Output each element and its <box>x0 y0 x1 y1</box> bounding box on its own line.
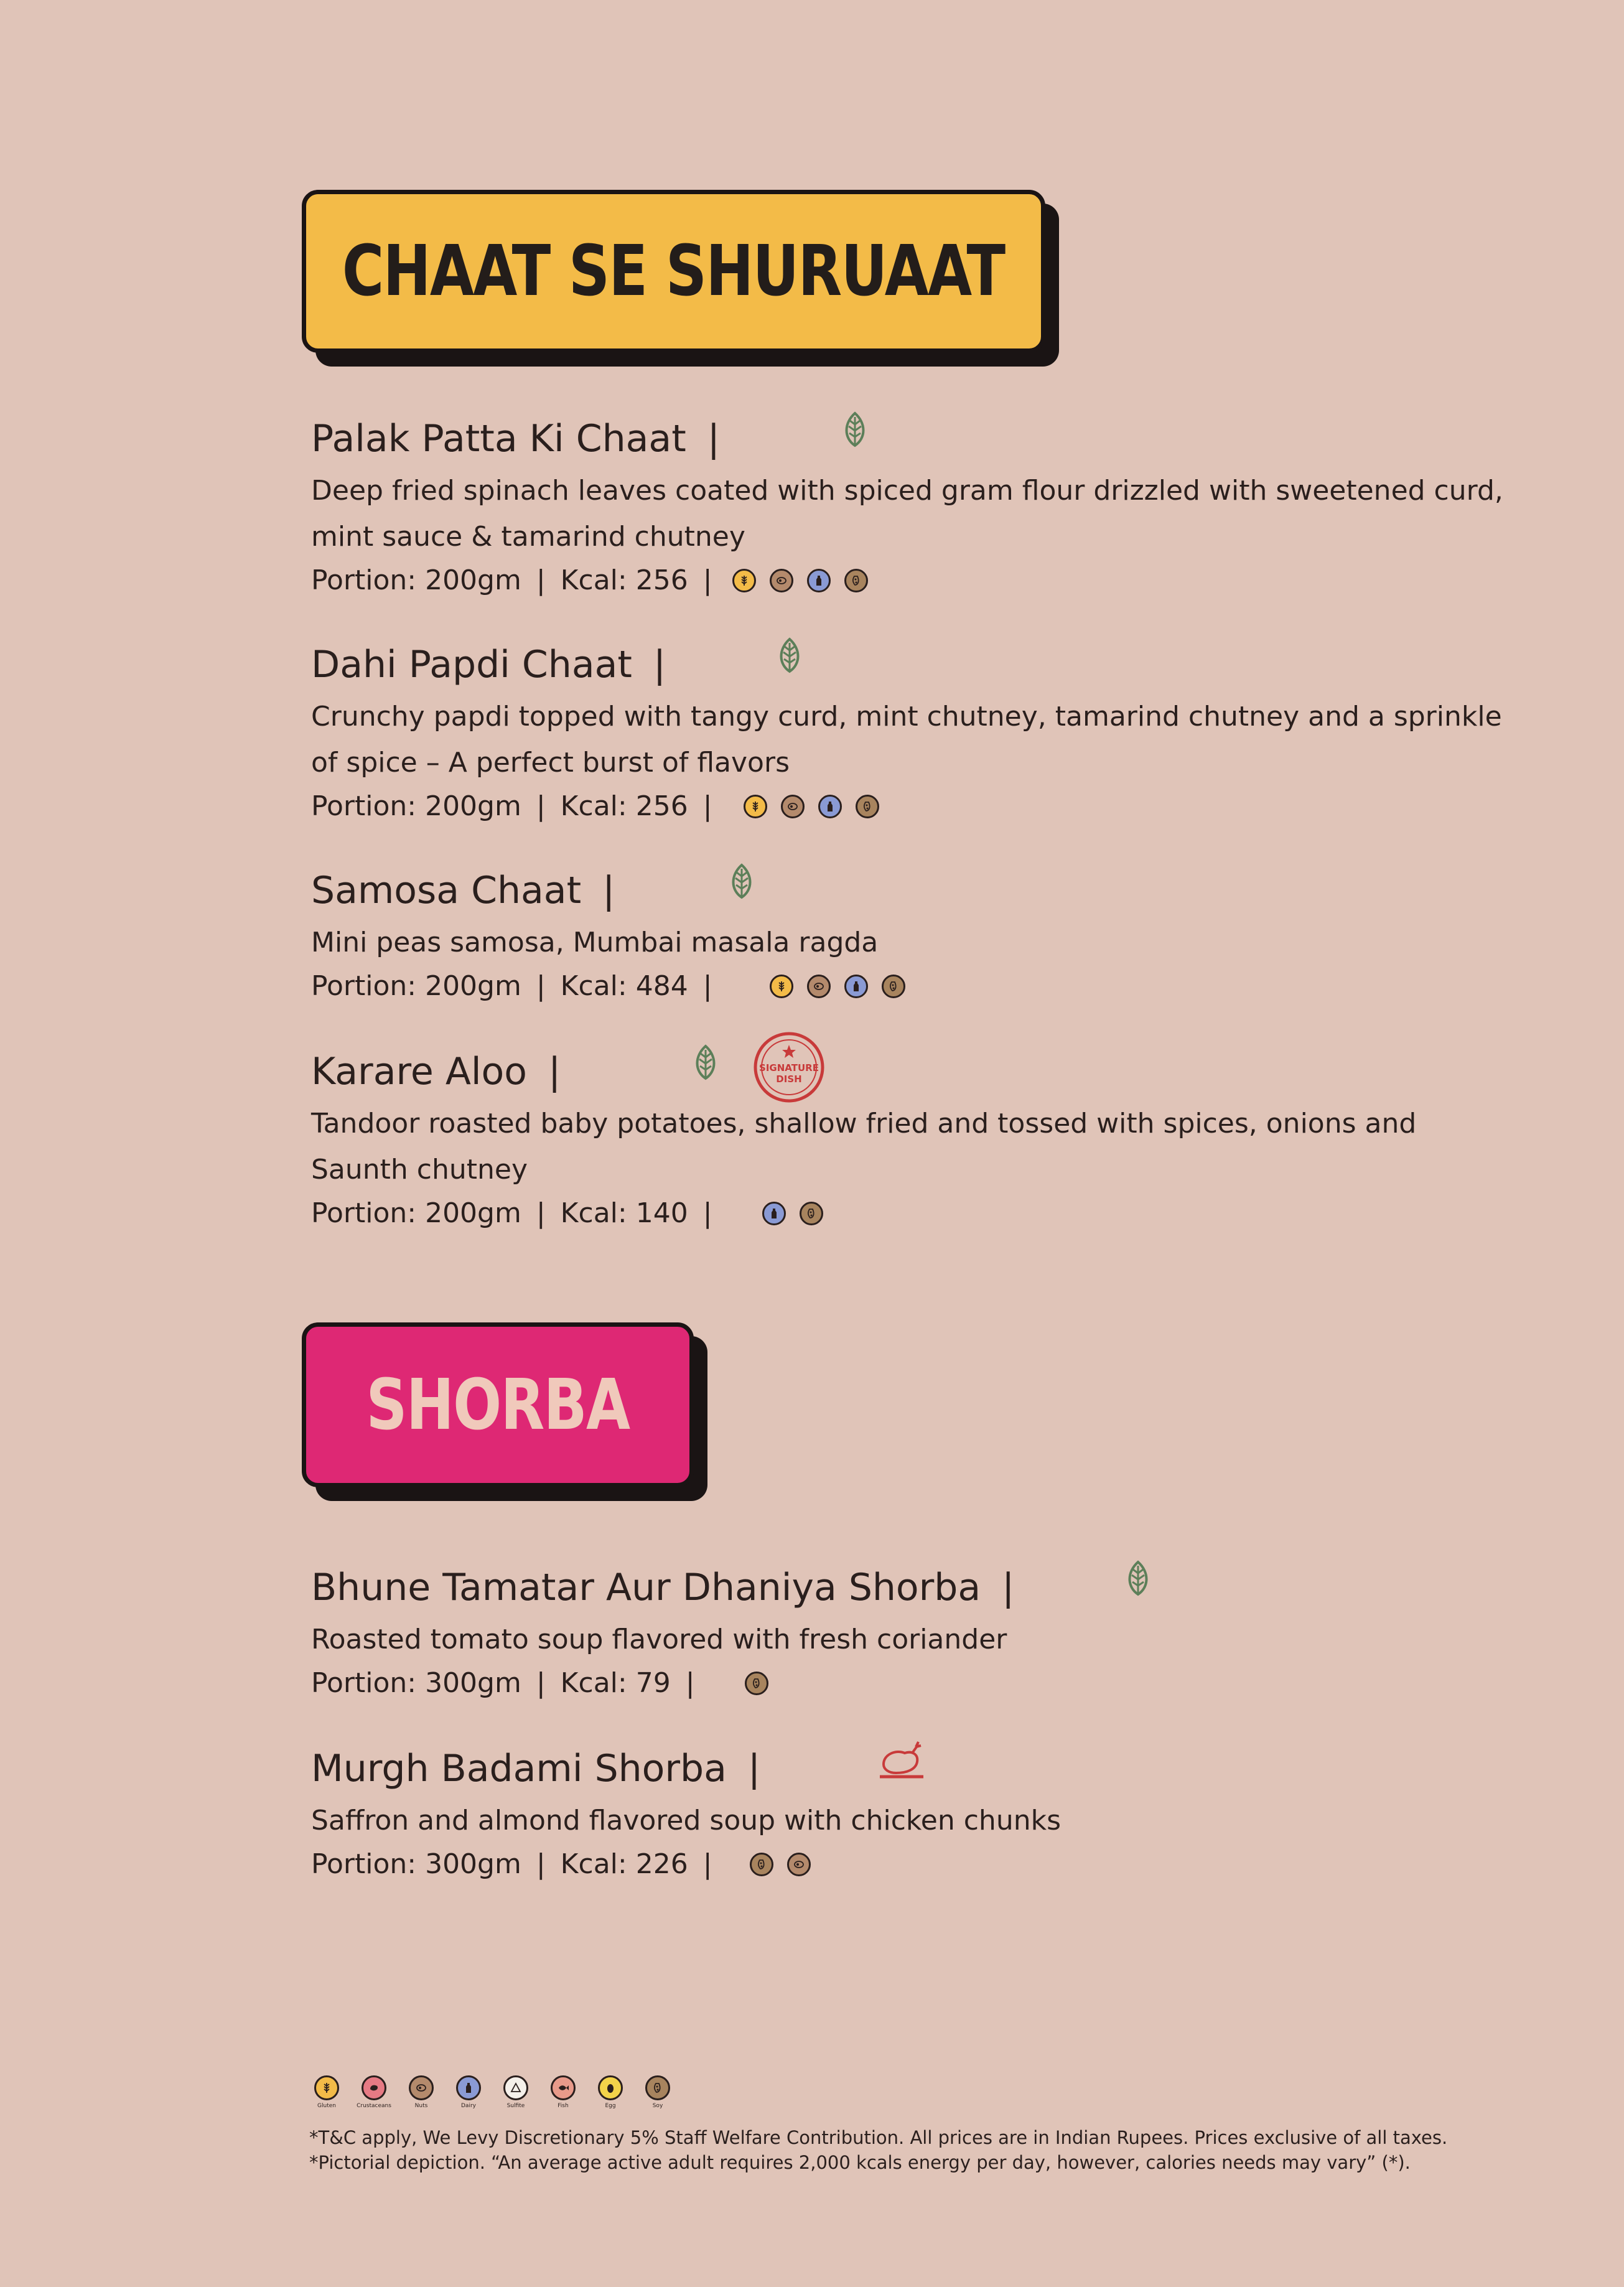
item-description: Saunth chutney <box>311 1154 528 1186</box>
meta-separator: | <box>536 564 546 596</box>
item-name: Murgh Badami Shorba <box>311 1747 727 1790</box>
kcal: Kcal: 140 <box>560 1197 688 1229</box>
meta-separator: | <box>702 1848 712 1880</box>
kcal: Kcal: 256 <box>560 564 688 596</box>
meta-separator: | <box>702 790 712 822</box>
portion: Portion: 200gm <box>311 790 521 822</box>
dairy-icon <box>844 975 868 998</box>
item-meta <box>311 1843 1524 1886</box>
gluten-icon <box>732 569 756 592</box>
allergen-list <box>750 1853 811 1876</box>
item-description: Tandoor roasted baby potatoes, shallow fried and tossed with spices, onions and <box>311 1108 1417 1139</box>
soy-icon <box>800 1202 823 1225</box>
veg-leaf-icon <box>1123 1560 1153 1601</box>
meta-separator: | <box>702 970 712 1002</box>
item-meta <box>311 1662 1524 1705</box>
kcal: Kcal: 256 <box>560 790 688 822</box>
portion: Portion: 200gm <box>311 970 521 1002</box>
kcal: Kcal: 226 <box>560 1848 688 1880</box>
veg-leaf-icon <box>775 637 805 678</box>
menu-item <box>311 411 1524 602</box>
nuts-icon <box>787 1853 811 1876</box>
gluten-icon <box>744 795 767 818</box>
dairy-icon <box>762 1202 786 1225</box>
legend-item-egg: Egg <box>595 2075 626 2109</box>
veg-leaf-icon <box>727 863 757 904</box>
allergen-legend <box>311 2075 673 2109</box>
portion: Portion: 200gm <box>311 1197 521 1229</box>
nuts-icon <box>807 975 831 998</box>
portion: Portion: 300gm <box>311 1667 521 1699</box>
item-description: Crunchy papdi topped with tangy curd, mint chutney, tamarind chutney and a sprinkle <box>311 701 1502 732</box>
soy-icon <box>750 1853 773 1876</box>
kcal: Kcal: 484 <box>560 970 688 1002</box>
menu-item <box>311 1044 1524 1235</box>
item-description: Saffron and almond flavored soup with chicken chunks <box>311 1805 1061 1836</box>
sulfite-icon <box>503 2075 528 2100</box>
meta-separator: | <box>702 564 712 596</box>
legend-item-crustaceans: Crustaceans <box>358 2075 390 2109</box>
item-description: of spice – A perfect burst of flavors <box>311 747 790 779</box>
legend-item-nuts: Nuts <box>406 2075 437 2109</box>
dairy-icon <box>807 569 831 592</box>
meta-separator: | <box>536 1848 546 1880</box>
kcal: Kcal: 79 <box>560 1667 671 1699</box>
egg-icon <box>598 2075 623 2100</box>
allergen-list <box>745 1672 768 1695</box>
menu-item <box>311 1560 1524 1705</box>
menu-item <box>311 1741 1524 1886</box>
chicken-icon <box>877 1741 926 1787</box>
item-name: Karare Aloo <box>311 1050 527 1093</box>
soy-icon <box>856 795 879 818</box>
gluten-icon <box>314 2075 339 2100</box>
meta-separator: | <box>536 790 546 822</box>
title-separator: | <box>1002 1566 1015 1609</box>
item-description: mint sauce & tamarind chutney <box>311 521 745 553</box>
section-header-chaat <box>302 190 1045 353</box>
title-separator: | <box>707 417 720 461</box>
title-separator: | <box>602 869 615 912</box>
meta-separator: | <box>536 970 546 1002</box>
section-title: CHAAT SE SHURUAAT <box>342 231 1005 312</box>
legend-item-fish: Fish <box>548 2075 579 2109</box>
title-separator: | <box>747 1747 761 1790</box>
footnote-pictorial: *Pictorial depiction. “An average active adult requires 2,000 kcals energy per day, however, calories needs may vary” (*). <box>309 2152 1411 2173</box>
allergen-list <box>744 795 879 818</box>
menu-item <box>311 637 1524 828</box>
legend-item-soy: Soy <box>642 2075 673 2109</box>
fish-icon <box>551 2075 576 2100</box>
item-name: Samosa Chaat <box>311 869 582 912</box>
crustaceans-icon <box>362 2075 386 2100</box>
allergen-list <box>732 569 868 592</box>
section-header-shorba <box>302 1322 694 1487</box>
item-name: Palak Patta Ki Chaat <box>311 417 686 461</box>
item-meta <box>311 785 1524 828</box>
nuts-icon <box>770 569 793 592</box>
title-separator: | <box>548 1050 561 1093</box>
veg-leaf-icon <box>840 411 870 452</box>
item-description: Mini peas samosa, Mumbai masala ragda <box>311 927 879 958</box>
nuts-icon <box>781 795 805 818</box>
meta-separator: | <box>702 1197 712 1229</box>
item-name: Dahi Papdi Chaat <box>311 643 632 686</box>
legend-item-gluten: Gluten <box>311 2075 342 2109</box>
soy-icon <box>645 2075 670 2100</box>
gluten-icon <box>770 975 793 998</box>
item-description: Roasted tomato soup flavored with fresh coriander <box>311 1624 1007 1655</box>
meta-separator: | <box>536 1197 546 1229</box>
soy-icon <box>882 975 905 998</box>
item-meta <box>311 1192 1524 1235</box>
legend-item-sulfite: Sulfite <box>500 2075 531 2109</box>
item-meta <box>311 559 1524 602</box>
portion: Portion: 200gm <box>311 564 521 596</box>
portion: Portion: 300gm <box>311 1848 521 1880</box>
veg-leaf-icon <box>691 1044 721 1085</box>
allergen-list <box>762 1202 823 1225</box>
footnote-terms: *T&C apply, We Levy Discretionary 5% Staff Welfare Contribution. All prices are in Indian Rupees. Prices exclusive of all taxes. <box>309 2127 1448 2148</box>
svg-text:SIGNATURE: SIGNATURE <box>759 1062 819 1073</box>
svg-text:DISH: DISH <box>776 1073 802 1085</box>
section-title: SHORBA <box>366 1364 630 1446</box>
item-meta <box>311 965 1524 1008</box>
allergen-list <box>770 975 905 998</box>
meta-separator: | <box>685 1667 695 1699</box>
meta-separator: | <box>536 1667 546 1699</box>
item-description: Deep fried spinach leaves coated with spiced gram flour drizzled with sweetened curd, <box>311 475 1503 507</box>
soy-icon <box>745 1672 768 1695</box>
dairy-icon <box>818 795 842 818</box>
soy-icon <box>844 569 868 592</box>
dairy-icon <box>456 2075 481 2100</box>
signature-dish-stamp-icon <box>753 1031 825 1106</box>
nuts-icon <box>409 2075 434 2100</box>
legend-item-dairy: Dairy <box>453 2075 484 2109</box>
menu-item <box>311 863 1524 1008</box>
item-name: Bhune Tamatar Aur Dhaniya Shorba <box>311 1566 981 1609</box>
title-separator: | <box>653 643 666 686</box>
